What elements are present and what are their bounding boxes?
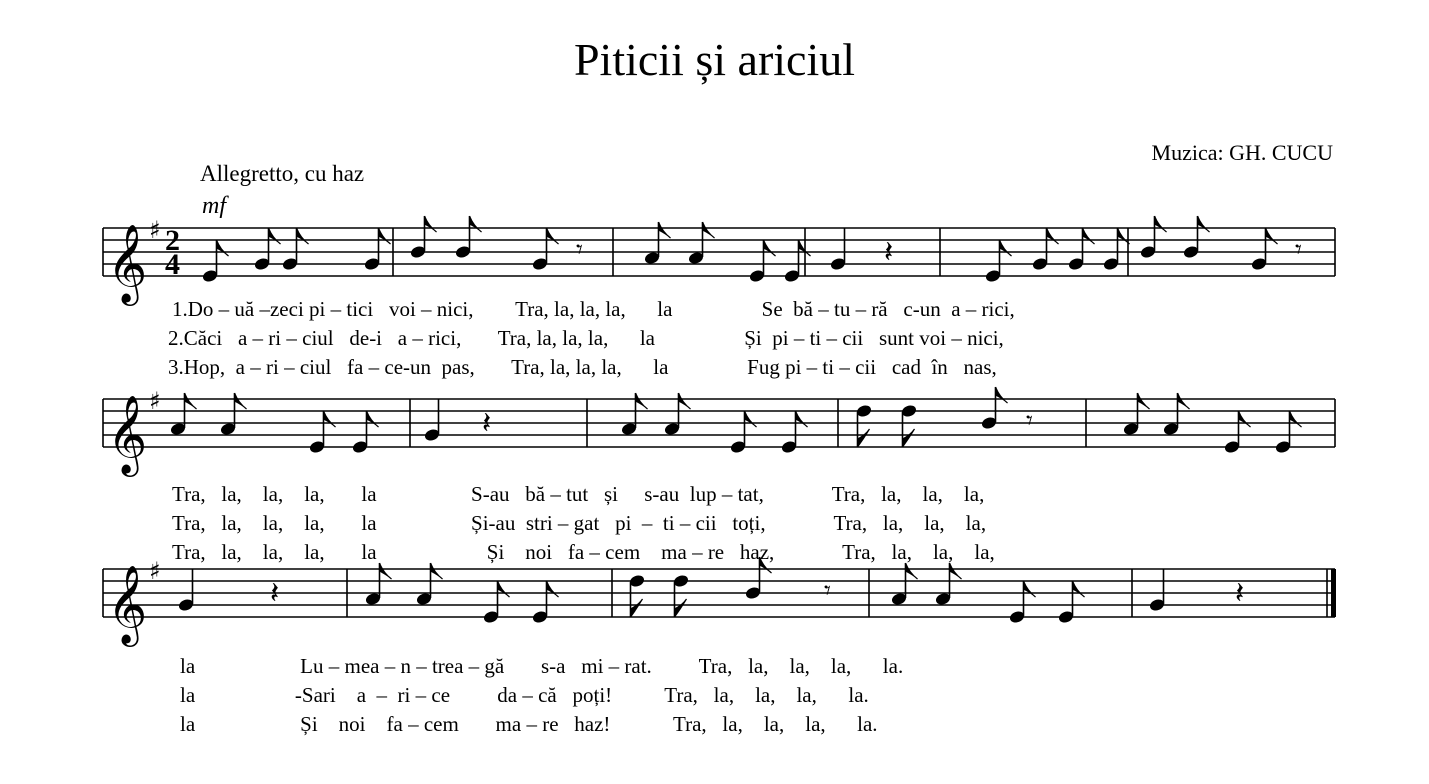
composer-credit: Muzica: GH. CUCU [1151, 140, 1333, 165]
treble-clef-icon: 𝄞 [107, 224, 148, 303]
note-flag [425, 216, 437, 232]
lyric-line: Tra, la, la, la, la Și-au stri – gat pi – ti – cii toți, Tra, la, la, la, [172, 511, 987, 535]
song-title: Piticii și ariciul [573, 34, 856, 85]
note-flag [659, 222, 671, 238]
eighth-rest-icon: 𝄾 [824, 576, 831, 606]
note-flag [217, 240, 229, 256]
note-flag [547, 581, 559, 597]
note-flag [1000, 240, 1012, 256]
treble-clef-icon: 𝄞 [107, 565, 148, 644]
lyric-line: Tra, la, la, la, la Și noi fa – cem ma – re haz, Tra, la, la, la, [172, 540, 995, 564]
note-flag [185, 393, 197, 409]
note-flag [297, 228, 309, 244]
note-flag [1138, 393, 1150, 409]
eighth-rest-icon: 𝄾 [1026, 406, 1033, 436]
note-flag [996, 387, 1008, 403]
lyric-line: 2.Căci a – ri – ciul de-i a – rici, Tra, la, la, la, la Și pi – ti – cii sunt voi – nici, [168, 326, 1004, 350]
note-flag [764, 240, 776, 256]
time-signature-top: 2 [165, 224, 180, 257]
sharp-icon: ♯ [149, 557, 161, 585]
quarter-rest-icon: 𝄽 [482, 406, 492, 441]
note-flag [1073, 581, 1085, 597]
lyric-line: Tra, la, la, la, la S-au bă – tut și s-au lup – tat, Tra, la, la, la, [172, 482, 985, 506]
note-flag [1198, 216, 1210, 232]
note-flag [858, 429, 870, 447]
note-flag [1083, 228, 1095, 244]
quarter-rest-icon: 𝄽 [1235, 576, 1245, 611]
eighth-rest-icon: 𝄾 [1295, 235, 1302, 265]
lyric-line: 3.Hop, a – ri – ciul fa – ce-un pas, Tra, la, la, la, la Fug pi – ti – cii cad în nas, [168, 355, 997, 379]
note-flag [379, 228, 391, 244]
sharp-icon: ♯ [149, 216, 161, 244]
final-barline [1331, 569, 1336, 617]
note-flag [903, 429, 915, 447]
quarter-rest-icon: 𝄽 [270, 576, 280, 611]
note-flag [380, 563, 392, 579]
note-flag [547, 228, 559, 244]
treble-clef-icon: 𝄞 [107, 395, 148, 474]
note-flag [950, 563, 962, 579]
lyric-line: la -Sari a – ri – ce da – că poți! Tra, la, la, la, la. [180, 683, 869, 707]
note-flag [235, 393, 247, 409]
note-flag [679, 393, 691, 409]
dynamic-marking: mf [202, 193, 226, 219]
eighth-rest-icon: 𝄾 [576, 235, 583, 265]
note-flag [431, 563, 443, 579]
note-flag [269, 228, 281, 244]
tempo-marking: Allegretto, cu haz [200, 161, 365, 186]
note-flag [1178, 393, 1190, 409]
note-flag [631, 599, 643, 617]
note-flag [498, 581, 510, 597]
lyric-line: 1.Do – uă –zeci pi – tici voi – nici, Tra, la, la, la, la Se bă – tu – ră c-un a – rici, [172, 297, 1015, 321]
note-flag [324, 411, 336, 427]
note-flag [703, 222, 715, 238]
note-flag [1239, 411, 1251, 427]
lyric-line: la Și noi fa – cem ma – re haz! Tra, la, la, la, la. [180, 712, 878, 736]
note-flag [1024, 581, 1036, 597]
note-flag [796, 411, 808, 427]
note-flag [675, 599, 687, 617]
note-flag [367, 411, 379, 427]
time-signature-bottom: 4 [165, 248, 180, 281]
lyric-line: la Lu – mea – n – trea – gă s-a mi – rat. Tra, la, la, la, la. [180, 654, 904, 678]
note-flag [1266, 228, 1278, 244]
sharp-icon: ♯ [149, 387, 161, 415]
quarter-rest-icon: 𝄽 [884, 235, 894, 270]
note-flag [745, 411, 757, 427]
note-flag [470, 216, 482, 232]
note-flag [636, 393, 648, 409]
note-flag [1047, 228, 1059, 244]
note-flag [1155, 216, 1167, 232]
note-flag [906, 563, 918, 579]
note-flag [1290, 411, 1302, 427]
